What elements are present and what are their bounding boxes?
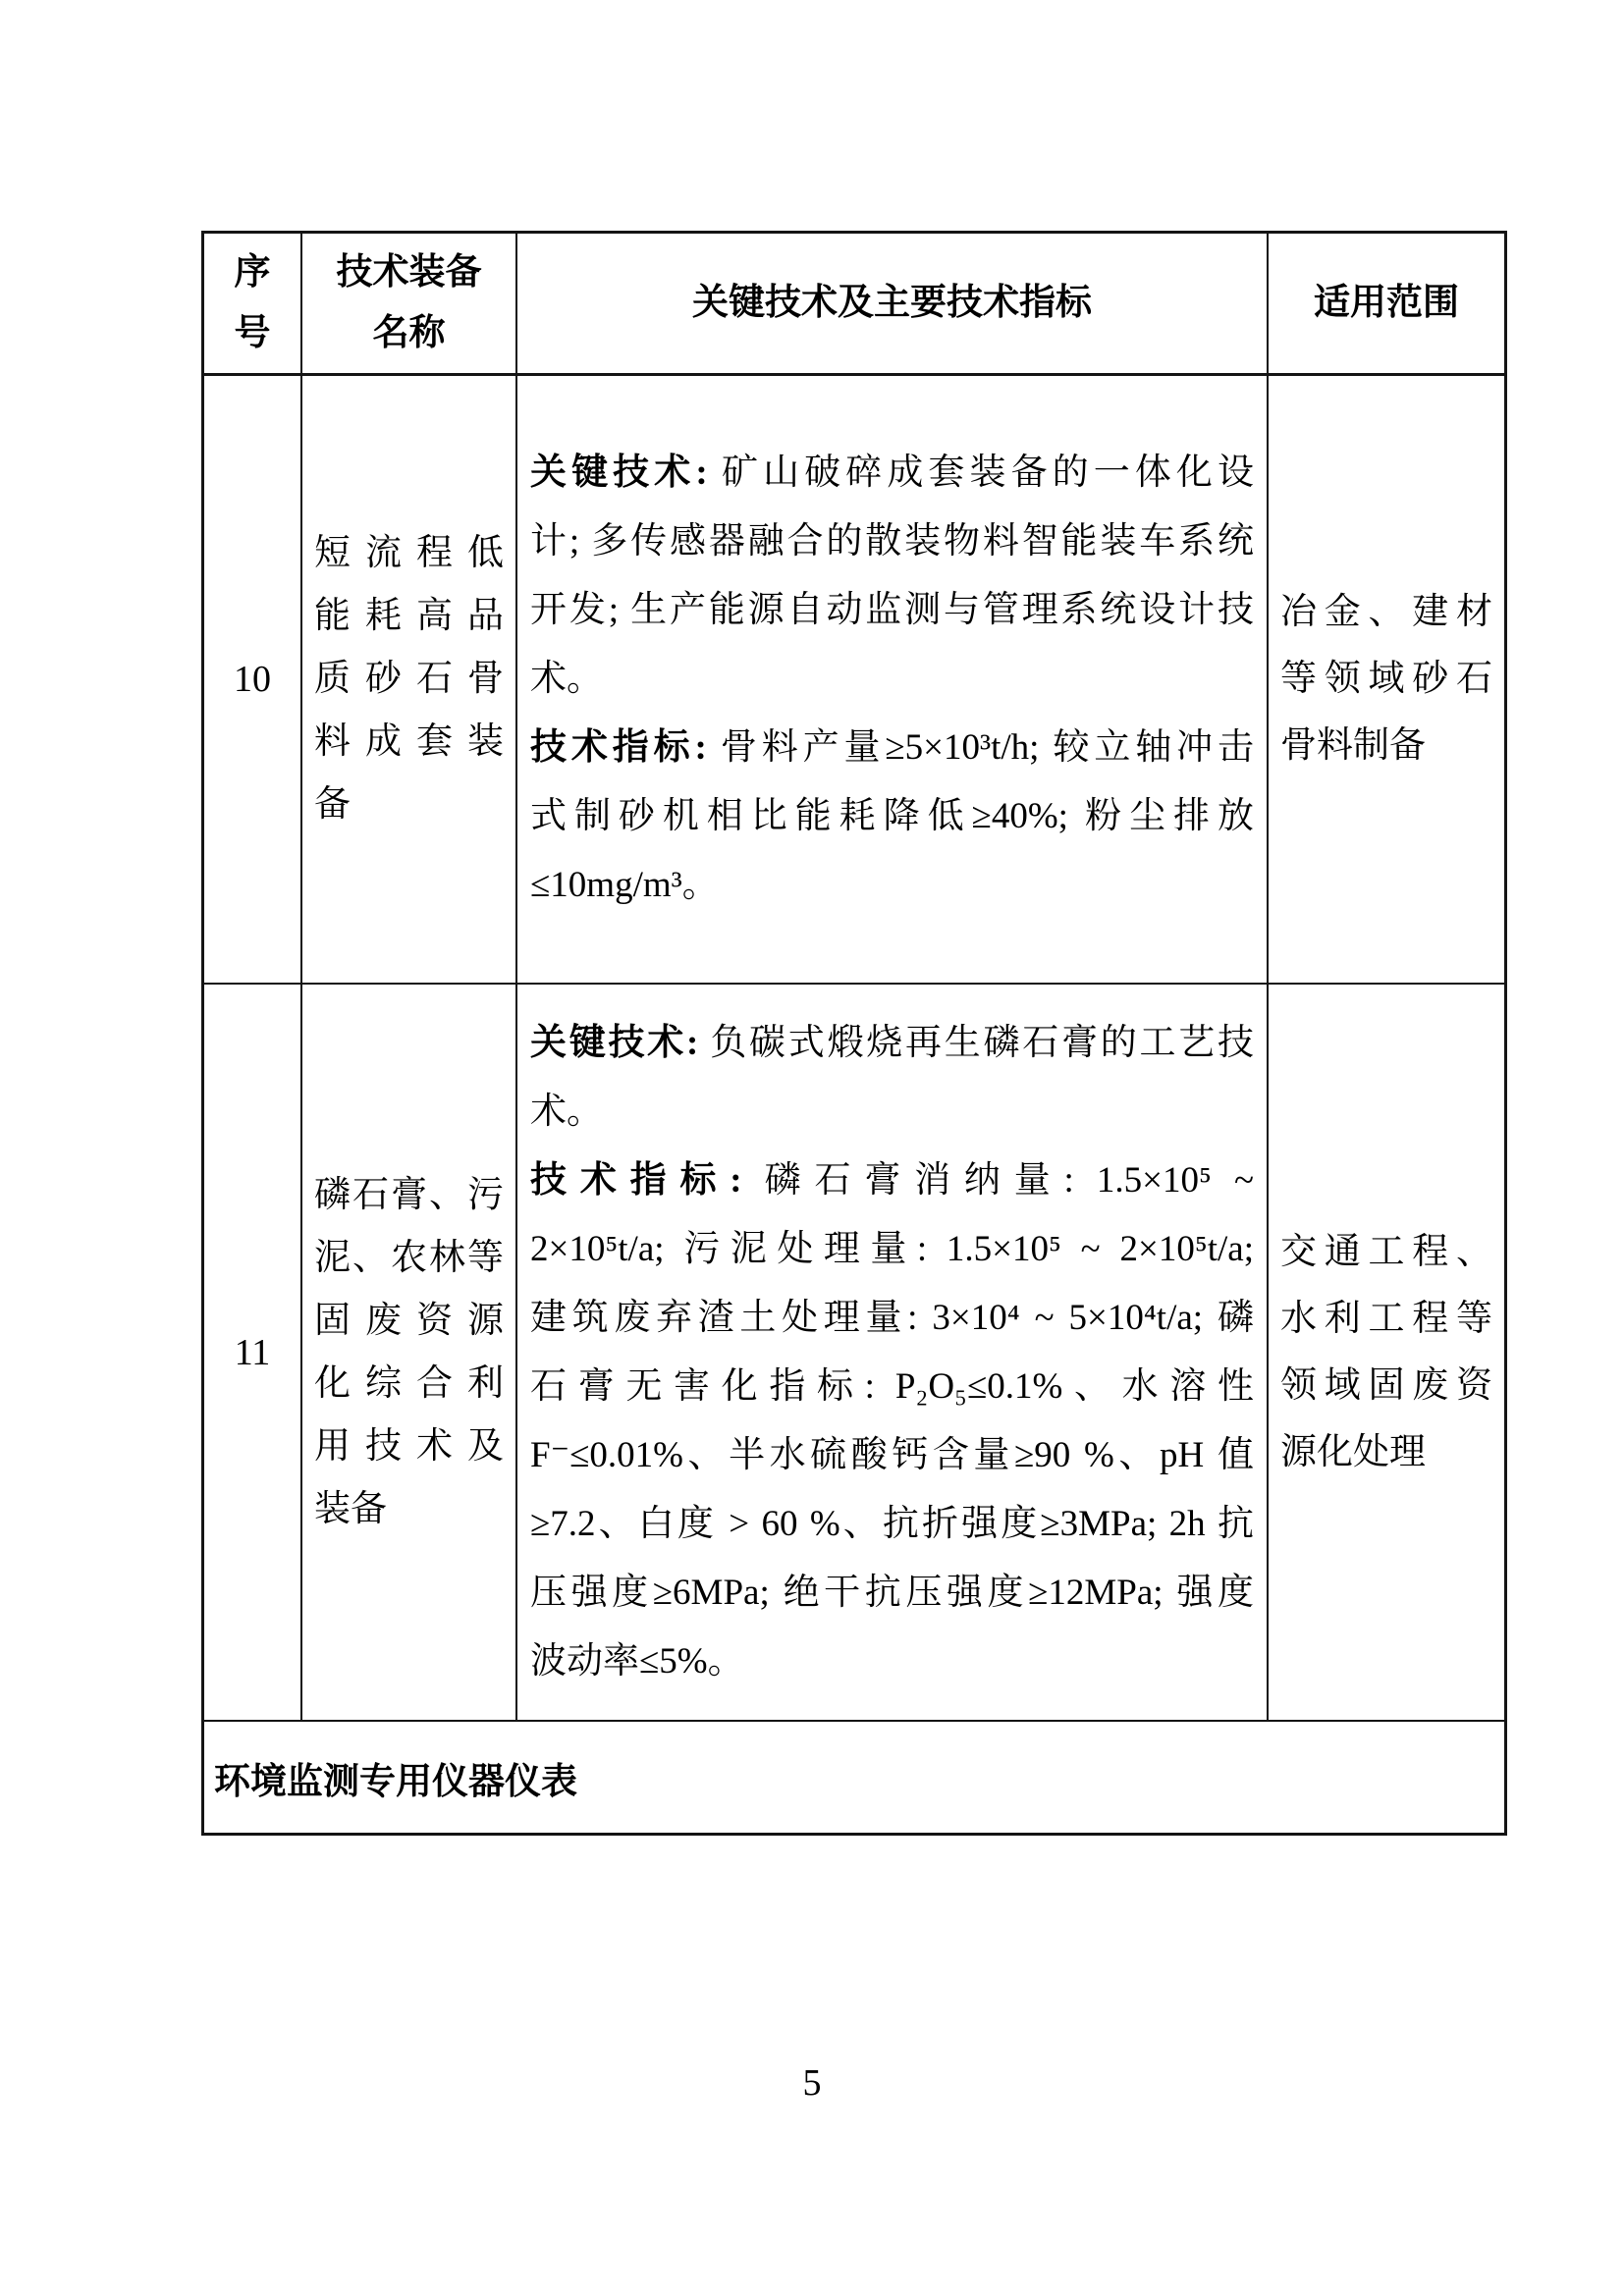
scope-line: 领域固废资 [1280, 1364, 1492, 1406]
row11-serial-cell [204, 985, 302, 1722]
tech-text: 负碳式煅烧再生磷石膏的工艺技 [710, 1022, 1255, 1063]
equipment-name-line: 磷石膏、污 [314, 1174, 504, 1215]
row10-name-cell [302, 376, 517, 985]
section-row-environment-monitoring [204, 1722, 1504, 1833]
page-number: 5 [802, 2062, 822, 2104]
tech-text: 2×10⁵t/a; 污泥处理量: 1.5×10⁵ ~ 2×10⁵t/a; [530, 1228, 1254, 1269]
tech-line [517, 1353, 1267, 1421]
tech-text: ≥7.2、白度 > 60 %、抗折强度≥3MPa; 2h 抗 [530, 1503, 1254, 1544]
header-cell-key-tech [517, 234, 1269, 376]
key-tech-label: 关键技术: [530, 1022, 711, 1063]
scope-line: 交通工程、 [1280, 1231, 1492, 1272]
row10-serial-cell [204, 376, 302, 985]
tech-text: 波动率≤5%。 [530, 1640, 744, 1682]
tech-text: 石膏无害化指标: P₂O₅≤0.1%、水溶性 [530, 1365, 1254, 1407]
tech-text: 磷石膏消纳量: 1.5×10⁵ ~ [764, 1159, 1254, 1201]
header-cell-equipment-name [302, 234, 517, 376]
tech-line [517, 1078, 1267, 1147]
header-equipment-line2: 名称 [372, 313, 446, 353]
tech-text: 矿山破碎成套装备的一体化设 [722, 453, 1255, 493]
tech-line [517, 1559, 1267, 1628]
tech-line [517, 714, 1267, 782]
equipment-name-line: 备 [314, 784, 351, 825]
row11-scope-cell [1269, 985, 1504, 1722]
tech-text: 压强度≥6MPa; 绝干抗压强度≥12MPa; 强度 [530, 1572, 1254, 1613]
row10-scope-cell [1269, 376, 1504, 985]
tech-line [517, 1490, 1267, 1559]
scope-line: 等领域砂石 [1280, 659, 1492, 699]
equipment-name-line: 装备 [314, 1488, 387, 1529]
equipment-name-line: 化综合利 [314, 1362, 504, 1404]
header-key-tech-label: 关键技术及主要技术指标 [692, 283, 1092, 323]
equipment-name-line: 泥、农林等 [314, 1237, 504, 1278]
tech-text: 开发; 生产能源自动监测与管理系统设计技 [530, 590, 1254, 630]
tech-text: 骨料产量≥5×10³t/h; 较立轴冲击 [720, 727, 1254, 768]
equipment-name-line: 料成套装 [314, 721, 504, 762]
row10-serial-number: 10 [234, 659, 271, 700]
tech-line [517, 1009, 1267, 1078]
tech-index-label: 技术指标: [530, 1159, 765, 1201]
header-scope-label: 适用范围 [1314, 283, 1459, 323]
header-cell-serial [204, 234, 302, 376]
section-row-title: 环境监测专用仪器仪表 [214, 1761, 577, 1802]
tech-line [517, 645, 1267, 714]
row11-tech-cell [517, 985, 1269, 1722]
tech-text: ≤10mg/m³。 [530, 865, 719, 905]
tech-index-label: 技术指标: [530, 727, 721, 768]
row11-serial-number: 11 [234, 1331, 271, 1373]
tech-text: F⁻≤0.01%、半水硫酸钙含量≥90 %、pH 值 [530, 1434, 1254, 1475]
scope-line: 骨料制备 [1280, 725, 1426, 766]
scope-line: 源化处理 [1280, 1431, 1426, 1472]
equipment-name-line: 质砂石骨 [314, 659, 504, 699]
header-cell-scope [1269, 234, 1504, 376]
tech-line [517, 1147, 1267, 1215]
tech-line [517, 782, 1267, 851]
tech-text: 术。 [530, 1091, 603, 1132]
tech-line [517, 439, 1267, 507]
tech-text: 建筑废弃渣土处理量: 3×10⁴ ~ 5×10⁴t/a; 磷 [530, 1297, 1254, 1338]
tech-line [517, 1215, 1267, 1284]
tech-text: 术。 [530, 659, 603, 699]
header-equipment-line1: 技术装备 [336, 252, 482, 293]
equipment-name-line: 短流程低 [314, 533, 504, 573]
tech-line [517, 1421, 1267, 1490]
tech-line [517, 1628, 1267, 1696]
tech-text: 计; 多传感器融合的散装物料智能装车系统 [530, 521, 1254, 561]
scope-line: 冶金、建材 [1280, 592, 1492, 632]
tech-line [517, 576, 1267, 645]
equipment-name-line: 能耗高品 [314, 596, 504, 636]
tech-text: 式制砂机相比能耗降低≥40%; 粉尘排放 [530, 796, 1254, 836]
header-serial-line2: 号 [234, 313, 271, 353]
row10-tech-cell [517, 376, 1269, 985]
tech-line [517, 507, 1267, 576]
key-tech-label: 关键技术: [530, 453, 722, 493]
tech-line [517, 851, 1267, 920]
tech-line [517, 1284, 1267, 1353]
scope-line: 水利工程等 [1280, 1298, 1492, 1339]
equipment-name-line: 用技术及 [314, 1425, 504, 1467]
equipment-table [201, 231, 1507, 1836]
row11-name-cell [302, 985, 517, 1722]
header-serial-line1: 序 [234, 252, 271, 293]
equipment-name-line: 固废资源 [314, 1300, 504, 1341]
